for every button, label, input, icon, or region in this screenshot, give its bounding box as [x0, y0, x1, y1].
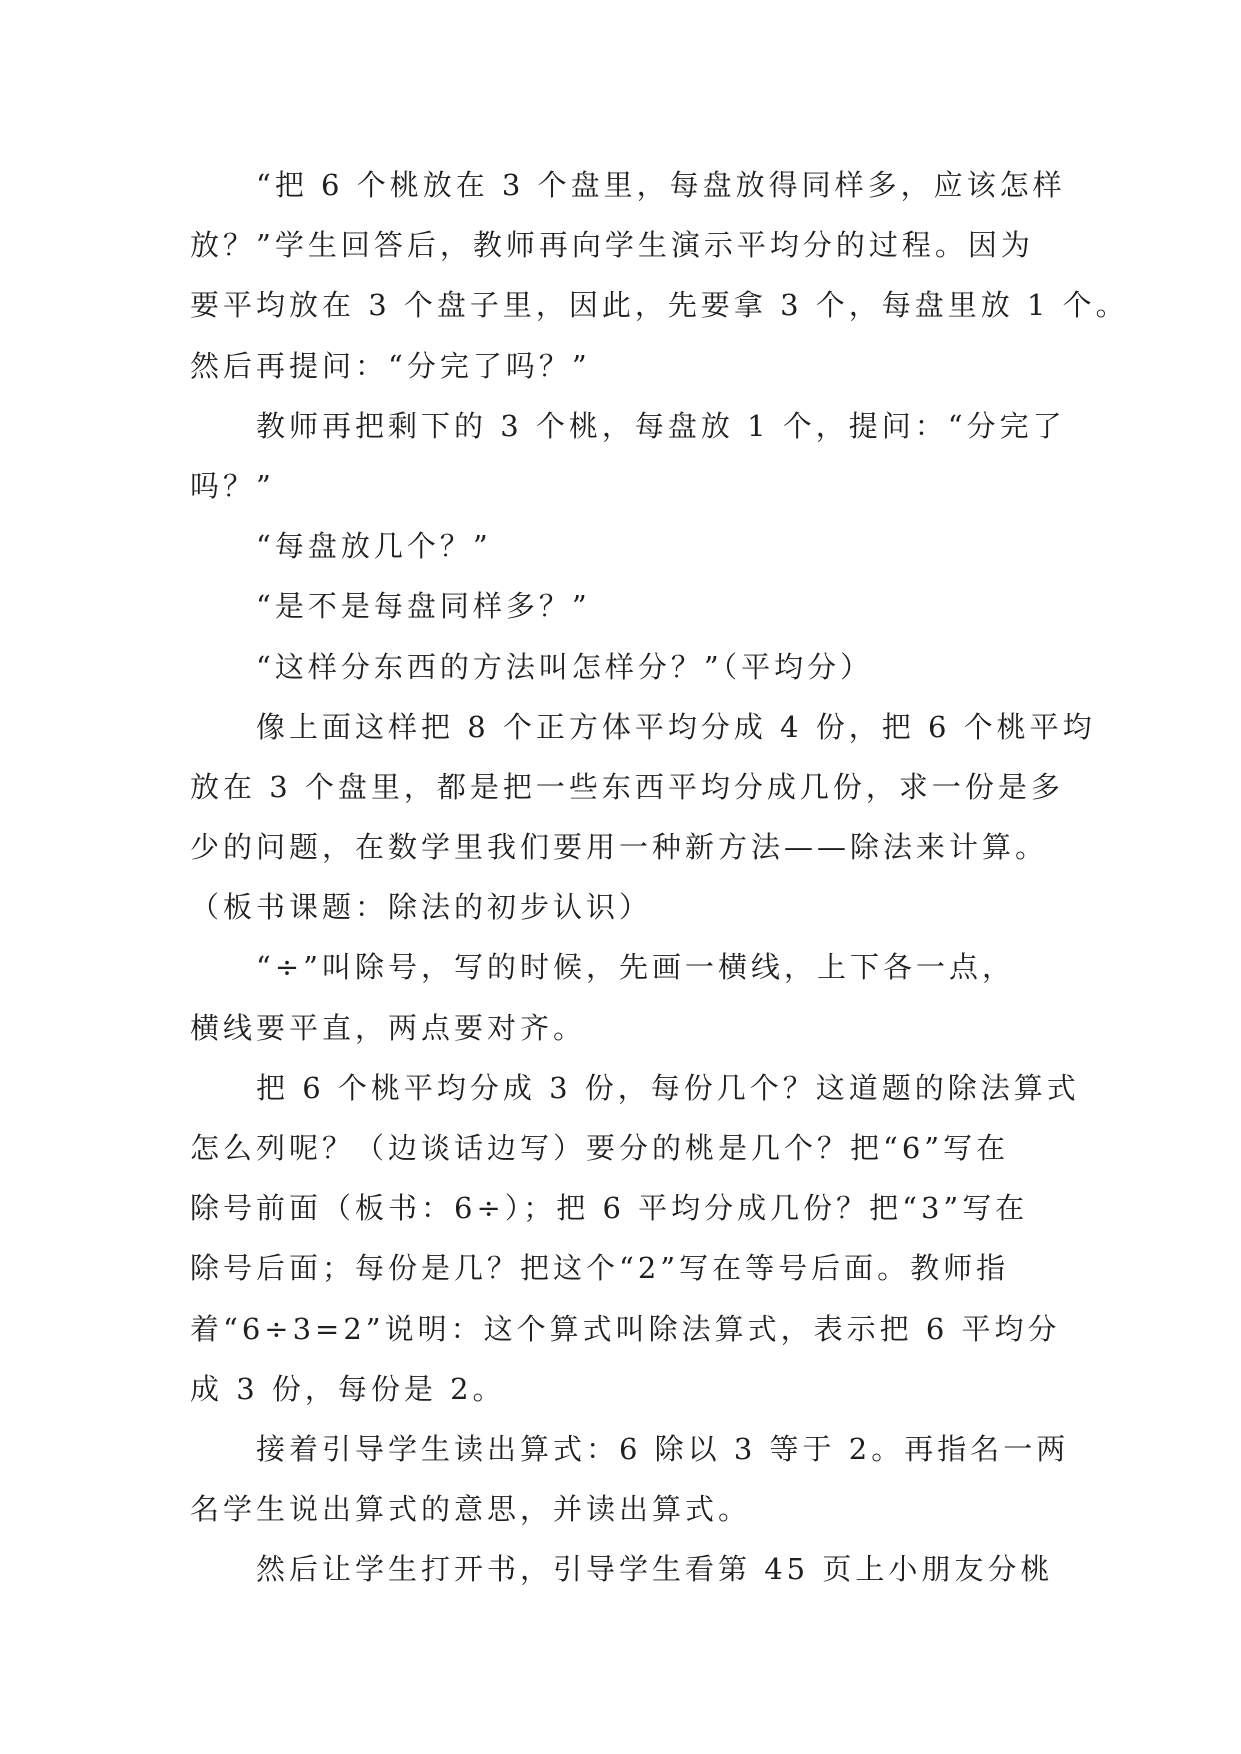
- text-line: 横线要平直，两点要对齐。: [190, 1010, 587, 1045]
- text-line: 除号后面；每份是几？把这个“2”写在等号后面。教师指: [190, 1251, 1010, 1286]
- text-line: 然后让学生打开书，引导学生看第 45 页上小朋友分桃: [256, 1552, 1054, 1587]
- text-line: 少的问题，在数学里我们要用一种新方法——除法来计算。: [190, 830, 1049, 865]
- text-line: “把 6 个桃放在 3 个盘里，每盘放得同样多，应该怎样: [256, 168, 1066, 202]
- text-line: “是不是每盘同样多？”: [256, 589, 591, 624]
- text-line: 成 3 份，每份是 2。: [190, 1371, 506, 1406]
- text-line: 把 6 个桃平均分成 3 份，每份几个？这道题的除法算式: [256, 1070, 1080, 1105]
- text-line: 放？”学生回答后，教师再向学生演示平均分的过程。因为: [190, 228, 1034, 263]
- text-line: 接着引导学生读出算式：6 除以 3 等于 2。再指名一两: [256, 1431, 1070, 1466]
- text-line: 名学生说出算式的意思，并读出算式。: [190, 1492, 752, 1527]
- text-line: “这样分东西的方法叫怎样分？”（平均分）: [256, 649, 874, 684]
- text-line: “每盘放几个？”: [256, 529, 492, 564]
- text-line: 要平均放在 3 个盘子里，因此，先要拿 3 个，每盘里放 1 个。: [190, 288, 1129, 323]
- body-text: [190, 155, 1129, 1600]
- text-line: 放在 3 个盘里，都是把一些东西平均分成几份，求一份是多: [190, 769, 1064, 804]
- text-line: 像上面这样把 8 个正方体平均分成 4 份，把 6 个桃平均: [256, 709, 1096, 744]
- text-line: 怎么列呢？（边谈话边写）要分的桃是几个？把“6”写在: [190, 1131, 1010, 1165]
- text-line: 吗？”: [190, 468, 275, 503]
- text-line: （板书课题：除法的初步认识）: [190, 890, 653, 925]
- text-line: 除号前面（板书：6÷）；把 6 平均分成几份？把“3”写在: [190, 1191, 1029, 1226]
- text-line: 教师再把剩下的 3 个桃，每盘放 1 个，提问：“分完了: [256, 408, 1066, 443]
- text-line: 然后再提问：“分完了吗？”: [190, 348, 591, 383]
- text-line: “÷”叫除号，写的时候，先画一横线，上下各一点，: [256, 950, 1015, 985]
- text-line: 着“6÷3=2”说明：这个算式叫除法算式，表示把 6 平均分: [190, 1311, 1061, 1346]
